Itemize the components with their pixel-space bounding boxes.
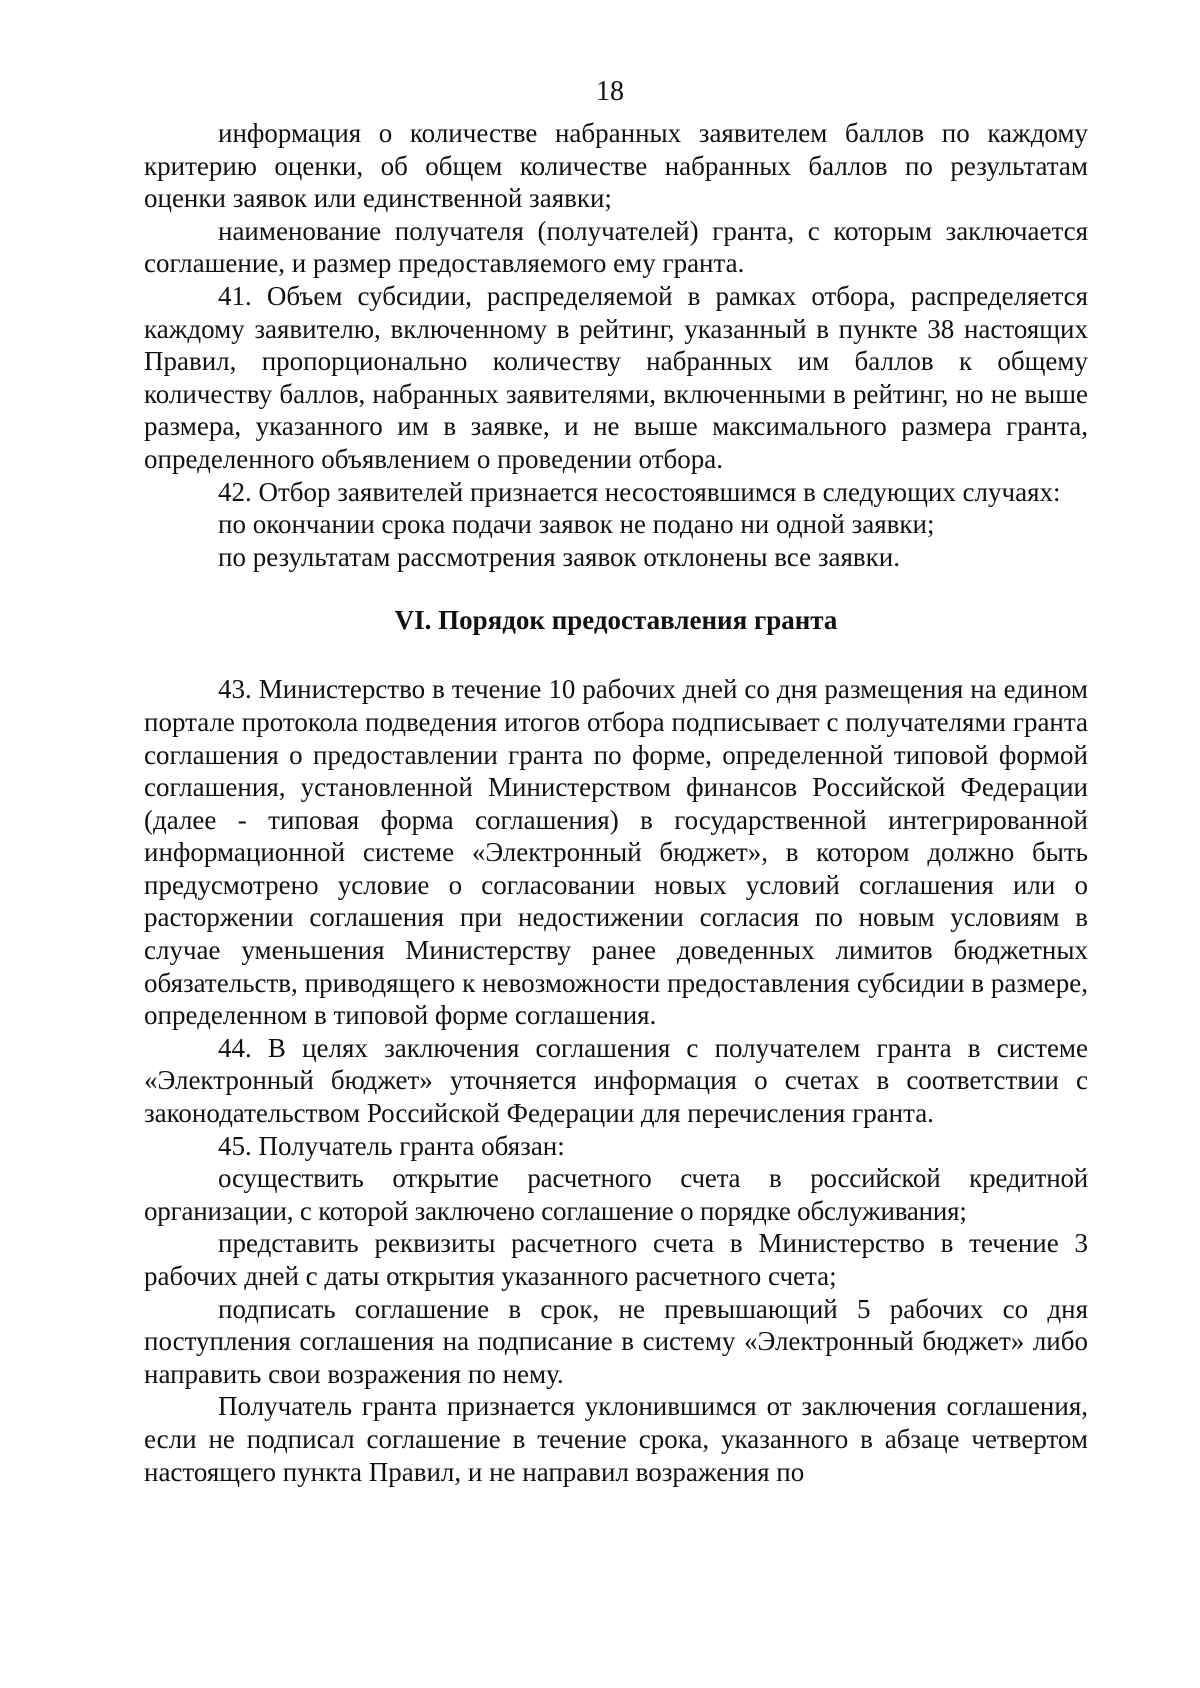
paragraph-item-43: 43. Министерство в течение 10 рабочих дней со дня размещения на едином портале протокола подведения итогов отбора подписывает с получателями гранта соглашения о предоставлении гранта по форме, определенной типовой формой соглашения, установленной Министерством финансов Российской Федерации (далее - типовая форма соглашения) в государственной интегрированной информационной системе «Электронный бюджет», в котором должно быть предусмотрено условие о согласовании новых условий соглашения или о расторжении соглашения при недостижении согласия по новым условиям в случае уменьшения Министерству ранее доведенных лимитов бюджетных обязательств, приводящего к невозможности предоставления субсидии в размере, определенном в типовой форме соглашения. (144, 674, 1088, 1031)
paragraph: наименование получателя (получателей) гранта, с которым заключается соглашение, и размер предоставляемого ему гранта. (144, 215, 1088, 279)
document-body (144, 117, 1088, 1488)
page-number: 18 (596, 76, 624, 107)
paragraph-item-41: 41. Объем субсидии, распределяемой в рамках отбора, распределяется каждому заявителю, включенному в рейтинг, указанный в пункте 38 настоящих Правил, пропорционально количеству набранных им баллов к общему количеству баллов, набранных заявителями, включенными в рейтинг, но не выше размера, указанного им в заявке, и не выше максимального размера гранта, определенного объявлением о проведении отбора. (144, 280, 1088, 474)
paragraph: по результатам рассмотрения заявок отклонены все заявки. (218, 541, 900, 572)
paragraph: осуществить открытие расчетного счета в российской кредитной организации, с которой заключено соглашение о порядке обслуживания; (144, 1163, 1088, 1226)
paragraph: информация о количестве набранных заявителем баллов по каждому критерию оценки, об общем количестве набранных баллов по результатам оценки заявок или единственной заявки; (144, 118, 1088, 214)
paragraph: подписать соглашение в срок, не превышающий 5 рабочих со дня поступления соглашения на подписание в систему «Электронный бюджет» либо направить свои возражения по нему. (144, 1293, 1088, 1389)
paragraph-item-42: 42. Отбор заявителей признается несостоявшимся в следующих случаях: (218, 476, 1061, 507)
paragraph: по окончании срока подачи заявок не подано ни одной заявки; (218, 509, 935, 540)
section-heading: VI. Порядок предоставления гранта (394, 605, 838, 636)
paragraph-item-44: 44. В целях заключения соглашения с получателем гранта в системе «Электронный бюджет» уточняется информация о счетах в соответствии с законодательством Российской Федерации для перечисления гранта. (144, 1032, 1088, 1129)
paragraph: Получатель гранта признается уклонившимся от заключения соглашения, если не подписал соглашение в течение срока, указанного в абзаце четвертом настоящего пункта Правил, и не направил возражения по (144, 1391, 1088, 1487)
paragraph: представить реквизиты расчетного счета в Министерство в течение 3 рабочих дней с даты открытия указанного расчетного счета; (144, 1228, 1088, 1291)
paragraph-item-45: 45. Получатель гранта обязан: (218, 1130, 565, 1161)
